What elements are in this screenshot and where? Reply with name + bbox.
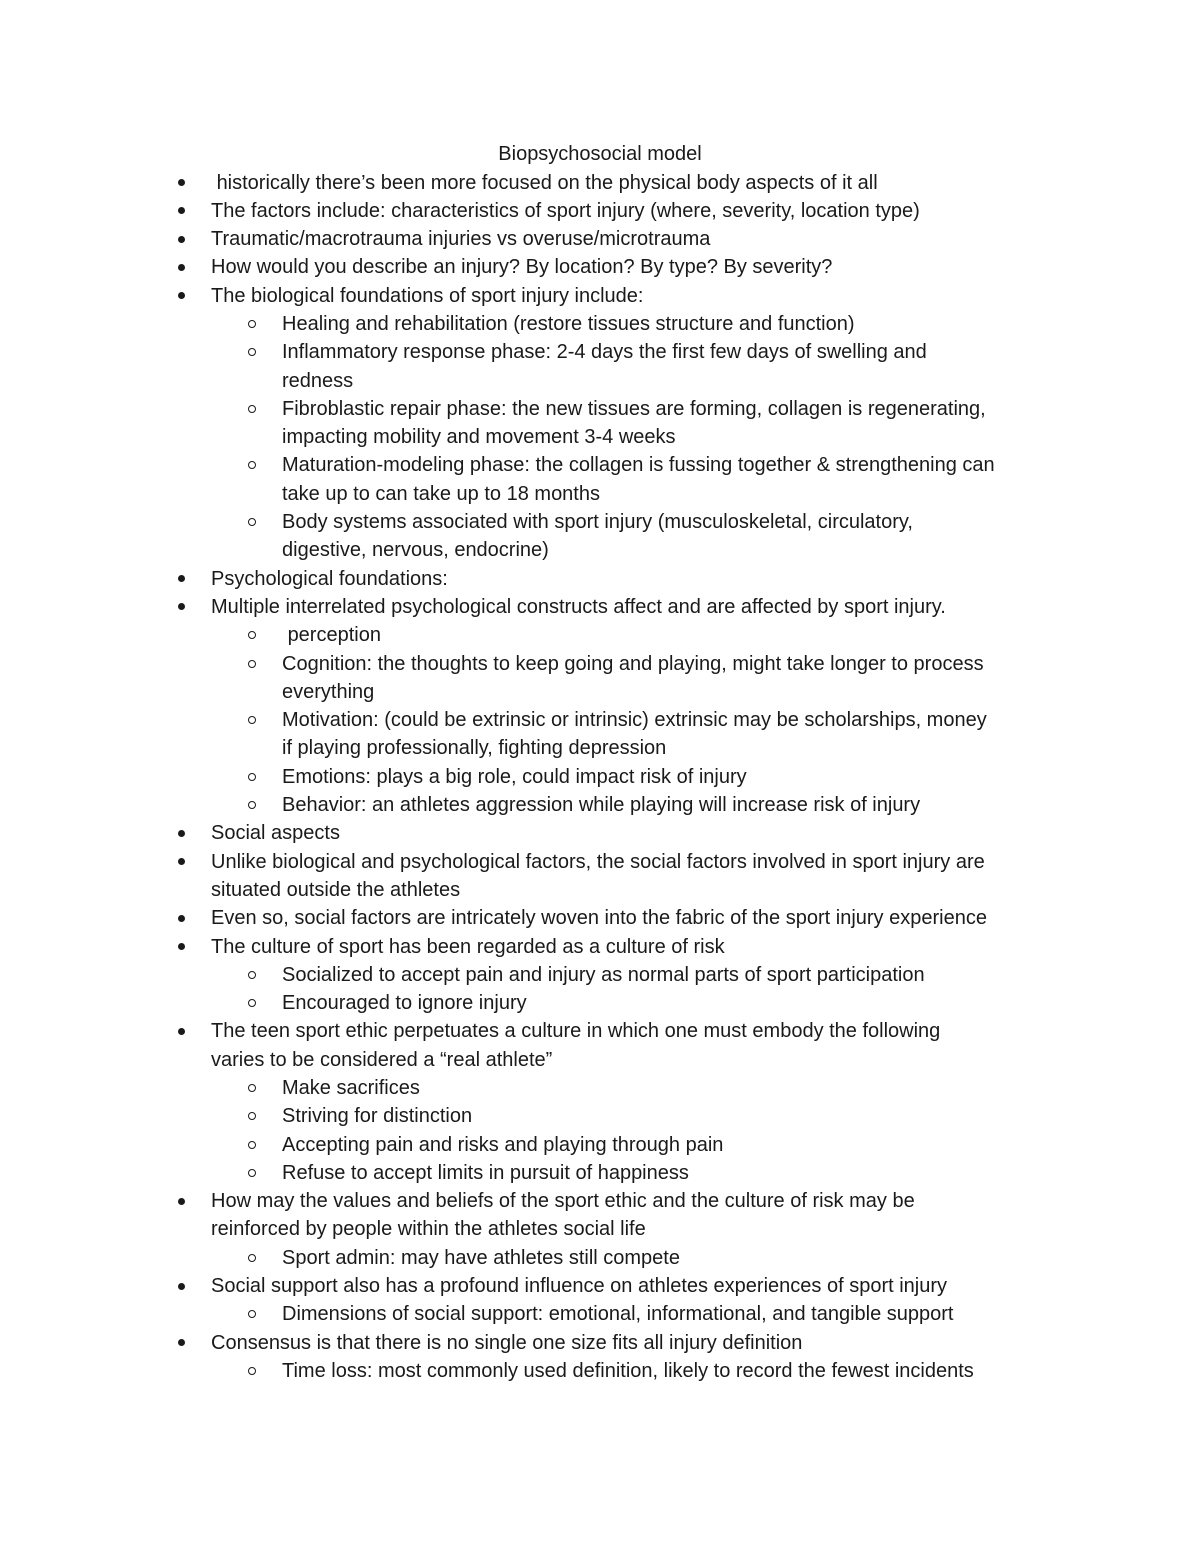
list-item	[174, 282, 1074, 310]
sub-list-item	[174, 1244, 1074, 1272]
sub-list-item	[174, 1102, 1074, 1130]
sub-list-item	[174, 1074, 1074, 1102]
list-item-text: Time loss: most commonly used definition, likely to record the fewest incidents	[282, 1359, 974, 1382]
list-item-text: Dimensions of social support: emotional, informational, and tangible support	[282, 1303, 954, 1326]
list-item-text: Multiple interrelated psychological constructs affect and are affected by sport injury.	[211, 595, 946, 618]
list-item-text: Encouraged to ignore injury	[282, 992, 527, 1015]
list-item-text: Make sacrifices	[282, 1077, 420, 1099]
list-item-text: Traumatic/macrotrauma injuries vs overuse/microtrauma	[211, 228, 711, 251]
list-item-text: Motivation: (could be extrinsic or intrinsic) extrinsic may be scholarships, money if playing professionally, fighting depression	[282, 709, 987, 760]
list-item-text: Refuse to accept limits in pursuit of happiness	[282, 1161, 689, 1184]
list-item	[174, 225, 1074, 253]
list-item-text: Healing and rehabilitation (restore tissues structure and function)	[282, 312, 855, 335]
bullet-circle-icon	[248, 1169, 256, 1177]
bullet-circle-icon	[248, 405, 256, 413]
list-item-text: Behavior: an athletes aggression while playing will increase risk of injury	[282, 794, 921, 817]
list-item	[174, 848, 1074, 905]
sub-list-item	[174, 395, 1074, 452]
list-item-text: perception	[282, 624, 381, 647]
bullet-dot-icon	[178, 292, 185, 299]
sub-list-item	[174, 338, 1074, 395]
bullet-circle-icon	[248, 320, 256, 328]
bullet-outline	[174, 169, 1074, 1386]
list-item-text: Sport admin: may have athletes still compete	[282, 1246, 680, 1269]
bullet-circle-icon	[248, 461, 256, 469]
bullet-circle-icon	[248, 348, 256, 356]
bullet-dot-icon	[178, 179, 185, 186]
list-item-text: The biological foundations of sport injury include:	[211, 284, 644, 307]
list-item	[174, 933, 1074, 961]
list-item-text: Unlike biological and psychological factors, the social factors involved in sport injury are situated outside the athletes	[211, 850, 985, 901]
bullet-circle-icon	[248, 518, 256, 526]
list-item-text: Body systems associated with sport injury (musculoskeletal, circulatory, digestive, nervous, endocrine)	[282, 511, 913, 562]
bullet-dot-icon	[178, 1339, 185, 1346]
list-item	[174, 565, 1074, 593]
list-item-text: Social aspects	[211, 822, 340, 845]
list-item-text: Social support also has a profound influence on athletes experiences of sport injury	[211, 1275, 948, 1298]
list-item-text: Accepting pain and risks and playing through pain	[282, 1133, 724, 1156]
sub-list-item	[174, 763, 1074, 791]
bullet-circle-icon	[248, 1310, 256, 1318]
list-item-text: The factors include: characteristics of sport injury (where, severity, location type)	[211, 199, 920, 222]
list-item	[174, 593, 1074, 621]
sub-list-item	[174, 451, 1074, 508]
bullet-dot-icon	[178, 603, 185, 610]
sub-list-item	[174, 508, 1074, 565]
list-item	[174, 197, 1074, 225]
bullet-circle-icon	[248, 801, 256, 809]
list-item	[174, 819, 1074, 847]
sub-list-item	[174, 1159, 1074, 1187]
sub-list-item	[174, 1131, 1074, 1159]
bullet-circle-icon	[248, 631, 256, 639]
list-item-text: Fibroblastic repair phase: the new tissues are forming, collagen is regenerating, impacting mobility and movement 3-4 weeks	[282, 397, 986, 449]
bullet-dot-icon	[178, 264, 185, 271]
list-item-text: The culture of sport has been regarded as a culture of risk	[211, 935, 725, 958]
bullet-circle-icon	[248, 716, 256, 724]
list-item	[174, 169, 1074, 197]
bullet-dot-icon	[178, 830, 185, 837]
sub-list-item	[174, 1300, 1074, 1328]
list-item	[174, 253, 1074, 281]
bullet-dot-icon	[178, 1283, 185, 1290]
bullet-circle-icon	[248, 773, 256, 781]
bullet-dot-icon	[178, 858, 185, 865]
list-item	[174, 1017, 1074, 1074]
list-item-text: Inflammatory response phase: 2-4 days the first few days of swelling and redness	[282, 341, 927, 392]
list-item-text: How would you describe an injury? By location? By type? By severity?	[211, 256, 833, 279]
bullet-circle-icon	[248, 1141, 256, 1149]
bullet-circle-icon	[248, 999, 256, 1007]
list-item	[174, 904, 1074, 932]
list-item-text: Cognition: the thoughts to keep going and playing, might take longer to process everything	[282, 652, 984, 703]
list-item-text: historically there’s been more focused on the physical body aspects of it all	[211, 171, 878, 194]
list-item-text: How may the values and beliefs of the sport ethic and the culture of risk may be reinforced by people within the athletes social life	[211, 1190, 915, 1241]
sub-list-item	[174, 310, 1074, 338]
bullet-dot-icon	[178, 943, 185, 950]
bullet-dot-icon	[178, 575, 185, 582]
list-item-text: Consensus is that there is no single one size fits all injury definition	[211, 1331, 803, 1354]
sub-list-item	[174, 621, 1074, 649]
bullet-circle-icon	[248, 1254, 256, 1262]
sub-list-item	[174, 650, 1074, 707]
list-item	[174, 1272, 1074, 1300]
document-title: Biopsychosocial model	[498, 143, 702, 165]
list-item-text: The teen sport ethic perpetuates a culture in which one must embody the following varies to be considered a “real athlete”	[211, 1020, 941, 1071]
bullet-dot-icon	[178, 1028, 185, 1035]
bullet-circle-icon	[248, 971, 256, 979]
list-item-text: Socialized to accept pain and injury as normal parts of sport participation	[282, 963, 925, 986]
bullet-dot-icon	[178, 207, 185, 214]
list-item-text: Psychological foundations:	[211, 567, 448, 590]
list-item	[174, 1187, 1074, 1244]
sub-list-item	[174, 791, 1074, 819]
sub-list-item	[174, 1357, 1074, 1385]
list-item-text: Striving for distinction	[282, 1105, 473, 1128]
bullet-circle-icon	[248, 1367, 256, 1375]
bullet-dot-icon	[178, 236, 185, 243]
bullet-circle-icon	[248, 1112, 256, 1120]
bullet-circle-icon	[248, 660, 256, 668]
bullet-dot-icon	[178, 915, 185, 922]
list-item-text: Maturation-modeling phase: the collagen is fussing together & strengthening can take up to can take up to 18 months	[282, 454, 995, 505]
list-item	[174, 1329, 1074, 1357]
bullet-dot-icon	[178, 1198, 185, 1205]
list-item-text: Even so, social factors are intricately woven into the fabric of the sport injury experience	[211, 907, 987, 930]
sub-list-item	[174, 961, 1074, 989]
bullet-circle-icon	[248, 1084, 256, 1092]
sub-list-item	[174, 706, 1074, 763]
sub-list-item	[174, 989, 1074, 1017]
list-item-text: Emotions: plays a big role, could impact risk of injury	[282, 765, 747, 788]
